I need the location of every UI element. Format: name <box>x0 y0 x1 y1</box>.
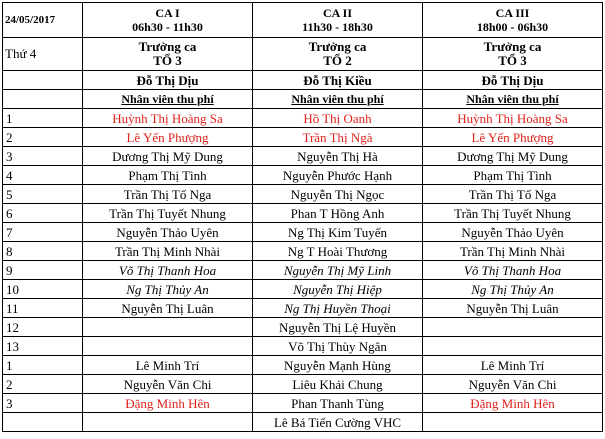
table-row <box>3 185 603 204</box>
staff-name-cell: Nguyễn Thị Luân <box>423 299 603 318</box>
staff-name-cell: Phạm Thị Tình <box>83 166 253 185</box>
blank-cell <box>3 71 83 90</box>
table-row <box>3 166 603 185</box>
row-index <box>3 413 83 432</box>
staff-name-cell: Ng Thị Huyền Thoại <box>253 299 423 318</box>
row-index: 3 <box>3 147 83 166</box>
table-row <box>3 299 603 318</box>
staff-name-cell: Huỳnh Thị Hoàng Sa <box>423 109 603 128</box>
section-label-1: Nhân viên thu phí <box>83 90 253 109</box>
staff-name-cell: Nguyễn Thị Luân <box>83 299 253 318</box>
team-cell-1 <box>83 38 253 71</box>
row-index: 11 <box>3 299 83 318</box>
staff-name-cell: Đặng Minh Hên <box>423 394 603 413</box>
row-index: 5 <box>3 185 83 204</box>
blank-cell <box>3 90 83 109</box>
staff-name-cell: Trần Thị Ngà <box>253 128 423 147</box>
section-row <box>3 90 603 109</box>
shift-name: CA I <box>155 6 180 20</box>
leader-cell-3: Đỗ Thị Dịu <box>423 71 603 90</box>
shift-header-1 <box>83 3 253 38</box>
staff-name-cell: Liêu Khải Chung <box>253 375 423 394</box>
staff-name-cell: Ng T Hoài Thương <box>253 242 423 261</box>
team-cell-3 <box>423 38 603 71</box>
shift-header-3 <box>423 3 603 38</box>
row-index: 3 <box>3 394 83 413</box>
staff-name-cell: Nguyễn Thị Ngọc <box>253 185 423 204</box>
table-row <box>3 128 603 147</box>
staff-name-cell: Lê Minh Trí <box>423 356 603 375</box>
team-row <box>3 38 603 71</box>
table-row <box>3 280 603 299</box>
leader-cell-2: Đỗ Thị Kiều <box>253 71 423 90</box>
staff-name-cell: Ng Thị Thủy An <box>83 280 253 299</box>
row-index: 12 <box>3 318 83 337</box>
staff-name-cell: Trần Thị Minh Nhài <box>423 242 603 261</box>
row-index: 1 <box>3 356 83 375</box>
staff-name-cell: Trần Thị Tuyết Nhung <box>423 204 603 223</box>
staff-name-cell: Nguyễn Văn Chi <box>423 375 603 394</box>
staff-name-cell: Nguyễn Mạnh Hùng <box>253 356 423 375</box>
row-index: 1 <box>3 109 83 128</box>
staff-name-cell: Nguyễn Phước Hạnh <box>253 166 423 185</box>
shift-time: 06h30 - 11h30 <box>132 20 203 34</box>
staff-name-cell <box>423 318 603 337</box>
shift-time: 11h30 - 18h30 <box>302 20 373 34</box>
staff-name-cell: Ng Thị Thủy An <box>423 280 603 299</box>
staff-name-cell <box>83 337 253 356</box>
row-index: 10 <box>3 280 83 299</box>
row-index: 4 <box>3 166 83 185</box>
section-label-2: Nhân viên thu phí <box>253 90 423 109</box>
staff-name-cell: Huỳnh Thị Hoàng Sa <box>83 109 253 128</box>
shift-name: CA III <box>495 6 530 20</box>
staff-name-cell: Dương Thị Mỹ Dung <box>83 147 253 166</box>
staff-name-cell: Phạm Thị Tình <box>423 166 603 185</box>
table-row <box>3 223 603 242</box>
table-row <box>3 413 603 432</box>
staff-name-cell: Lê Minh Trí <box>83 356 253 375</box>
team-group: TỔ 3 <box>498 53 527 68</box>
staff-name-cell: Nguyễn Thảo Uyên <box>423 223 603 242</box>
staff-name-cell: Phan T Hồng Anh <box>253 204 423 223</box>
row-index: 13 <box>3 337 83 356</box>
staff-name-cell: Võ Thị Thanh Hoa <box>423 261 603 280</box>
date-cell: 24/05/2017 <box>3 3 83 38</box>
table-row <box>3 242 603 261</box>
table-row <box>3 204 603 223</box>
staff-name-cell <box>83 413 253 432</box>
staff-name-cell: Dương Thị Mỹ Dung <box>423 147 603 166</box>
staff-name-cell: Lê Yến Phượng <box>423 128 603 147</box>
row-index: 9 <box>3 261 83 280</box>
header-row <box>3 3 603 38</box>
day-cell: Thứ 4 <box>3 38 83 71</box>
table-row <box>3 337 603 356</box>
row-index: 8 <box>3 242 83 261</box>
staff-name-cell: Nguyễn Thị Lệ Huyền <box>253 318 423 337</box>
leader-row <box>3 71 603 90</box>
staff-name-cell: Đặng Minh Hên <box>83 394 253 413</box>
staff-name-cell: Võ Thị Thùy Ngân <box>253 337 423 356</box>
staff-name-cell: Ng Thị Kim Tuyến <box>253 223 423 242</box>
team-title: Trưởng ca <box>138 39 197 54</box>
staff-name-cell: Nguyễn Thị Hiệp <box>253 280 423 299</box>
staff-name-cell: Nguyễn Văn Chi <box>83 375 253 394</box>
team-title: Trưởng ca <box>483 39 542 54</box>
staff-name-cell: Võ Thị Thanh Hoa <box>83 261 253 280</box>
staff-name-cell <box>423 413 603 432</box>
team-title: Trưởng ca <box>308 39 367 54</box>
staff-name-cell: Trần Thị Tố Nga <box>423 185 603 204</box>
staff-name-cell: Nguyễn Thị Mỹ Linh <box>253 261 423 280</box>
team-cell-2 <box>253 38 423 71</box>
staff-name-cell <box>83 318 253 337</box>
shift-header-2 <box>253 3 423 38</box>
staff-name-cell: Trần Thị Minh Nhài <box>83 242 253 261</box>
table-row <box>3 394 603 413</box>
table-row <box>3 318 603 337</box>
row-index: 6 <box>3 204 83 223</box>
staff-name-cell: Nguyễn Thị Hà <box>253 147 423 166</box>
team-group: TỔ 3 <box>153 53 182 68</box>
staff-name-cell: Trần Thị Tuyết Nhung <box>83 204 253 223</box>
shift-name: CA II <box>322 6 352 20</box>
staff-name-cell: Lê Yến Phượng <box>83 128 253 147</box>
table-row <box>3 356 603 375</box>
staff-name-cell <box>423 337 603 356</box>
staff-name-cell: Hồ Thị Oanh <box>253 109 423 128</box>
leader-cell-1: Đỗ Thị Dịu <box>83 71 253 90</box>
section-label-3: Nhân viên thu phí <box>423 90 603 109</box>
staff-name-cell: Trần Thị Tố Nga <box>83 185 253 204</box>
table-row <box>3 261 603 280</box>
table-row <box>3 109 603 128</box>
table-row <box>3 375 603 394</box>
team-group: TỔ 2 <box>323 53 352 68</box>
row-index: 2 <box>3 128 83 147</box>
table-row <box>3 147 603 166</box>
row-index: 2 <box>3 375 83 394</box>
staff-name-cell: Phan Thanh Tùng <box>253 394 423 413</box>
staff-name-cell: Nguyễn Thảo Uyên <box>83 223 253 242</box>
row-index: 7 <box>3 223 83 242</box>
shift-time: 18h00 - 06h30 <box>476 20 549 34</box>
staff-name-cell: Lê Bá Tiến Cường VHC <box>253 413 423 432</box>
shift-schedule-table <box>2 2 603 432</box>
